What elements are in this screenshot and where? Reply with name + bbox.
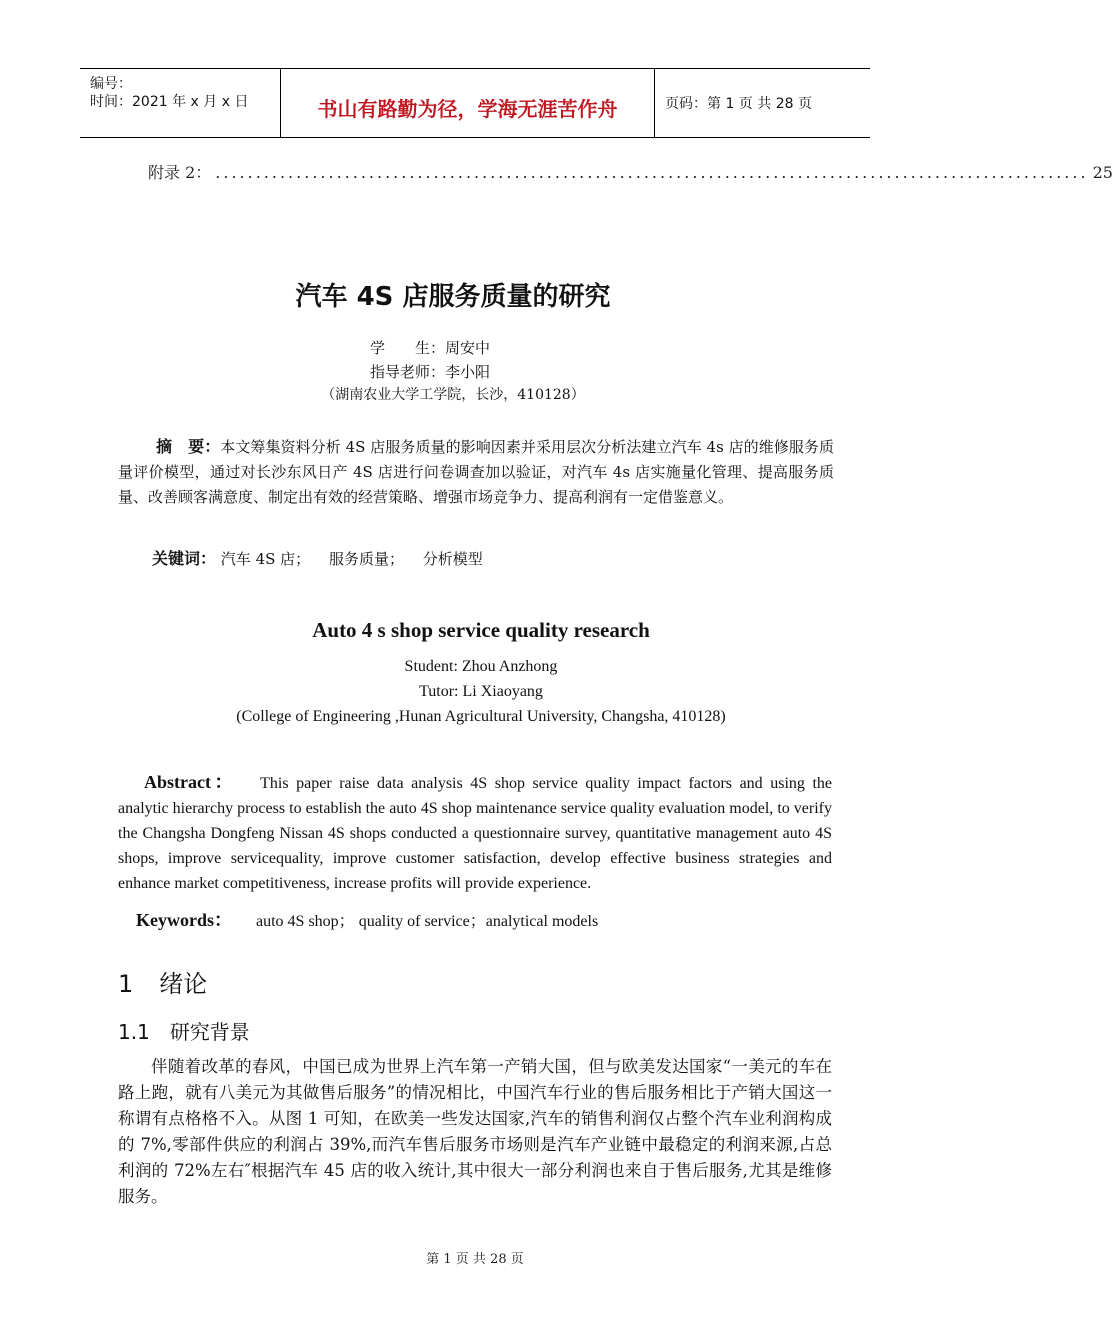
header-table	[80, 68, 870, 138]
abstract-en	[118, 770, 832, 896]
keywords-cn	[152, 546, 497, 569]
keyword-en-item: quality of service；analytical models	[358, 913, 599, 930]
keywords-en-label: Keywords：	[136, 910, 232, 930]
paper-title-cn: 汽车 4S 店服务质量的研究	[295, 282, 611, 312]
keyword-cn-item: 分析模型	[422, 550, 483, 568]
toc-entry-label: 附录 2：	[148, 163, 212, 182]
tutor-name-en: Tutor: Li Xiaoyang	[419, 683, 543, 700]
header-page-info: 页码：第 1 页 共 28 页	[665, 96, 812, 112]
section-title: 绪论	[159, 970, 208, 998]
body-paragraph: 伴随着改革的春风，中国已成为世界上汽车第一产销大国，但与欧美发达国家“一美元的车在路上跑，就有八美元为其做售后服务”的情况相比，中国汽车行业的售后服务相比于产销大国这一称谓有点格格不入。从图 1 可知，在欧美一些发达国家,汽车的销售利润仅占整个汽车业利润构成的 7%,零部件供应的利润占 39%,而汽车售后服务市场则是汽车产业链中最稳定的利润来源,占总利润的 72%左右″根据汽车 45 店的收入统计,其中很大一部分利润也来自于售后服务,尤其是维修服务。	[118, 1057, 832, 1206]
keywords-en	[136, 906, 598, 932]
keyword-cn-item: 汽车 4S 店；	[220, 550, 311, 568]
subsection-title: 研究背景	[169, 1020, 250, 1044]
student-name-cn: 学 生：周安中	[370, 339, 491, 357]
paper-title-en: Auto 4 s shop service quality research	[312, 618, 650, 642]
abstract-cn-text: 本文筹集资料分析 4S 店服务质量的影响因素并采用层次分析法建立汽车 4s 店的维修服务质量评价模型，通过对长沙东风日产 4S 店进行问卷调查加以验证，对汽车 4s 店实施量化管理、提高服务质量、改善顾客满意度、制定出有效的经营策略、增强市场竞争力、提高利润有一定借鉴意义。	[118, 438, 834, 506]
abstract-en-label: Abstract：	[144, 772, 237, 792]
section-heading-1-1	[118, 1016, 250, 1045]
document-date: 时间：2021 年 x 月 x 日	[90, 94, 249, 110]
header-motto: 书山有路勤为径，学海无涯苦作舟	[317, 97, 618, 121]
keyword-cn-item: 服务质量；	[328, 550, 404, 568]
section-heading-1	[118, 964, 207, 999]
tutor-name-cn: 指导老师：李小阳	[370, 363, 491, 381]
keyword-en-item: auto 4S shop；	[256, 913, 355, 930]
student-name-en: Student: Zhou Anzhong	[404, 658, 558, 675]
body-text	[118, 1054, 832, 1210]
header-meta-cell	[80, 69, 281, 137]
section-number: 1	[118, 970, 134, 998]
keywords-cn-label: 关键词：	[152, 549, 217, 568]
subsection-number: 1.1	[118, 1020, 150, 1044]
author-block-cn	[370, 336, 490, 384]
abstract-en-text: This paper raise data analysis 4S shop service quality impact factors and using the analytic hierarchy process to establish the auto 4S shop maintenance service quality evaluation model, to verify the Changsha Dongfeng Nissan 4S shops conducted a questionnaire survey, quantitative management auto 4S shops, improve servicequality, improve customer satisfaction, develop effective business strategies and enhance market competitiveness, increase profits will provide experience.	[118, 775, 833, 892]
toc-page-number: 25	[1092, 163, 1113, 182]
affiliation-en: (College of Engineering ,Hunan Agricultural University, Changsha, 410128)	[236, 708, 726, 725]
abstract-cn-label: 摘 要：	[156, 437, 221, 456]
affiliation-cn: （湖南农业大学工学院，长沙，410128）	[321, 387, 585, 403]
abstract-cn	[118, 434, 834, 510]
page-footer: 第 1 页 共 28 页	[426, 1252, 524, 1267]
toc-leader-dots: ............................................................................................................	[215, 163, 1089, 182]
header-motto-cell	[281, 69, 655, 137]
document-number-label: 编号：	[90, 76, 132, 92]
header-page-cell	[655, 69, 870, 137]
toc-entry-appendix-2[interactable]	[148, 160, 1113, 183]
